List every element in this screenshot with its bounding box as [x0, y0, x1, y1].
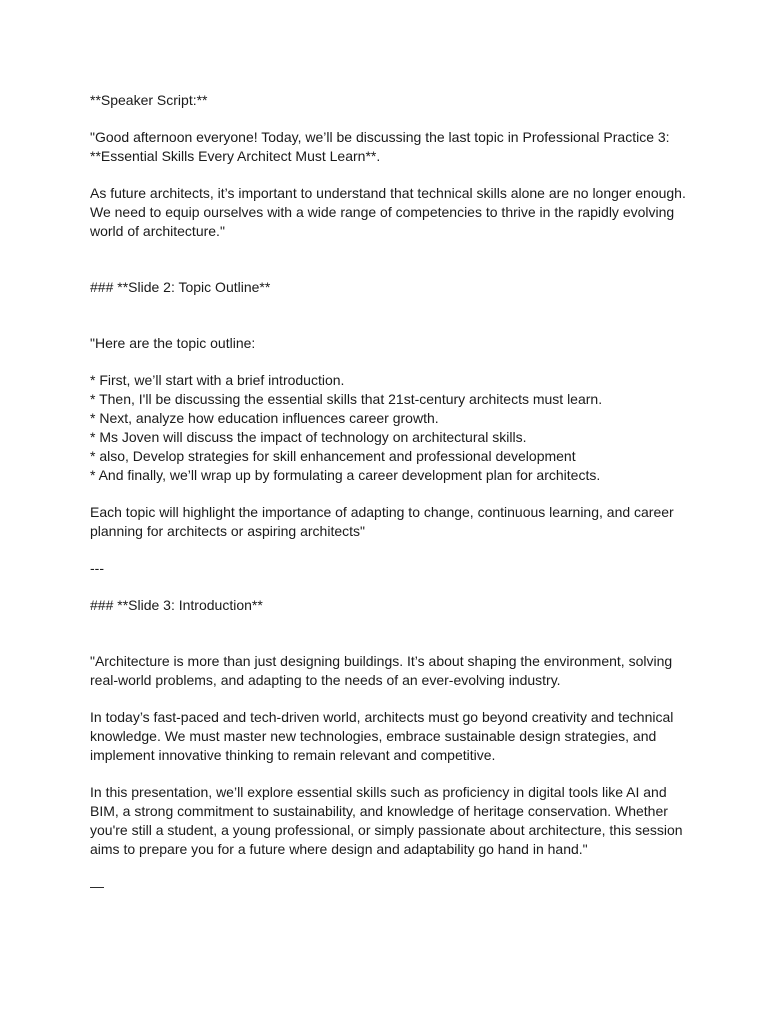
text-line: implement innovative thinking to remain relevant and competitive.: [90, 747, 496, 763]
text-line: **Essential Skills Every Architect Must Learn**.: [90, 148, 381, 164]
list-item: * And finally, we’ll wrap up by formulating a career development plan for architects.: [90, 467, 601, 483]
text-line: world of architecture.": [90, 223, 225, 239]
separator: ---: [90, 560, 104, 576]
slide-3-paragraph-3: [90, 783, 690, 859]
text-line: BIM, a strong commitment to sustainability, and knowledge of heritage conservation. Whether: [90, 803, 668, 819]
text-line: In today’s fast-paced and tech-driven world, architects must go beyond creativity and technical: [90, 709, 674, 725]
text-line: knowledge. We must master new technologies, embrace sustainable design strategies, and: [90, 728, 657, 744]
slide-3-paragraph-2: [90, 708, 690, 765]
list-item: * also, Develop strategies for skill enhancement and professional development: [90, 448, 576, 464]
slide-2-lead: "Here are the topic outline:: [90, 335, 256, 351]
text-line: real-world problems, and adapting to the needs of an ever-evolving industry.: [90, 672, 561, 688]
speaker-script-header: **Speaker Script:**: [90, 92, 208, 108]
text-line: aims to prepare you for a future where design and adaptability go hand in hand.": [90, 841, 588, 857]
list-item: * First, we’ll start with a brief introduction.: [90, 372, 345, 388]
intro-paragraph-2: [90, 184, 690, 241]
text-line: "Good afternoon everyone! Today, we’ll be discussing the last topic in Professional Practice 3:: [90, 129, 670, 145]
slide-2-closing: [90, 503, 690, 541]
slide-2-heading: ### **Slide 2: Topic Outline**: [90, 279, 271, 295]
slide-2-outline-list: [90, 371, 690, 485]
separator: —: [90, 878, 104, 894]
document-page: [90, 91, 690, 896]
list-item: * Next, analyze how education influences career growth.: [90, 410, 439, 426]
list-item: * Ms Joven will discuss the impact of technology on architectural skills.: [90, 429, 527, 445]
text-line: As future architects, it’s important to understand that technical skills alone are no longer enough.: [90, 185, 686, 201]
text-line: We need to equip ourselves with a wide range of competencies to thrive in the rapidly evolving: [90, 204, 675, 220]
slide-3-paragraph-1: [90, 652, 690, 690]
text-line: "Architecture is more than just designing buildings. It’s about shaping the environment, solving: [90, 653, 673, 669]
text-line: you're still a student, a young professional, or simply passionate about architecture, this session: [90, 822, 683, 838]
text-line: In this presentation, we’ll explore essential skills such as proficiency in digital tools like AI and: [90, 784, 667, 800]
intro-paragraph-1: [90, 128, 690, 166]
text-line: planning for architects or aspiring architects": [90, 523, 365, 539]
list-item: * Then, I'll be discussing the essential skills that 21st-century architects must learn.: [90, 391, 603, 407]
text-line: Each topic will highlight the importance of adapting to change, continuous learning, and career: [90, 504, 674, 520]
slide-3-heading: ### **Slide 3: Introduction**: [90, 597, 263, 613]
